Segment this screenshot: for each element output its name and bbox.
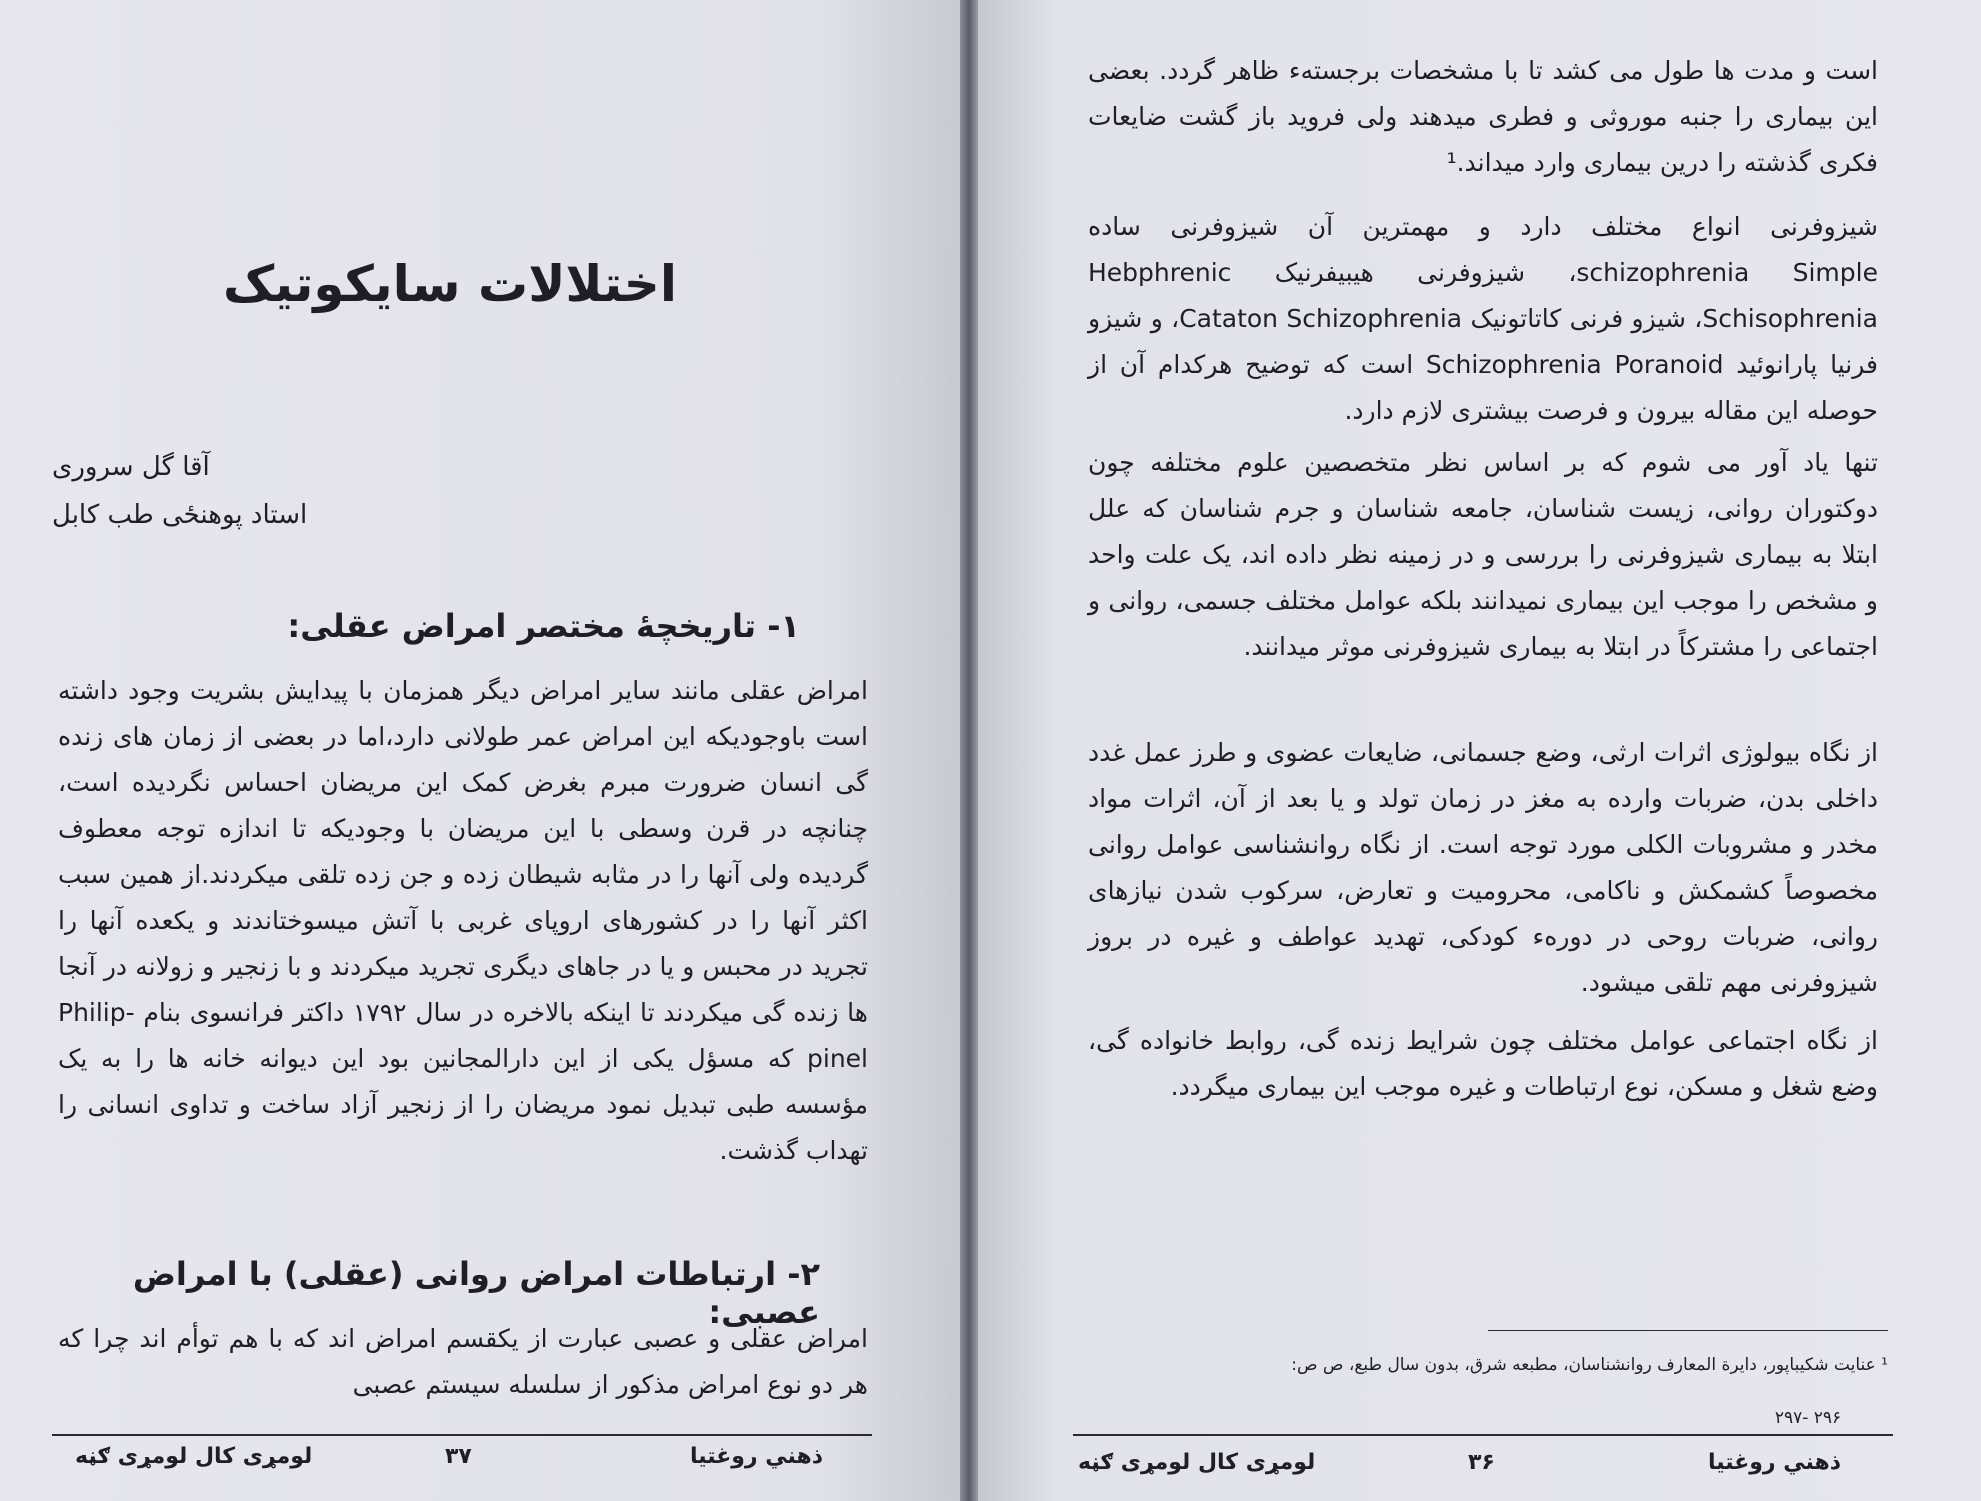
paragraph-4: از نگاه بیولوژی اثرات ارثی، وضع جسمانی، ضایعات عضوی و طرز عمل غدد داخلی بدن، ضربات وارده به مغز در زمان تولد و یا بعد از آن، اثرات مواد مخدر و مشروبات الکلی مورد توجه است. از نگاه روانشناسی عوامل روانی مخصوصاً کشمکش و ناکامی، محرومیت و تعارض، سرکوب شدن نیازهای روانی، ضربات روحی در دوره‌ء کودکی، تهدید عواطف و غیره در بروز شیزوفرنی مهم تلقی میشود. (1088, 738, 1878, 997)
footer-series: لومړی کال لومړی ګڼه (1078, 1450, 1316, 1475)
footer-page-number: ۳۶ (1468, 1450, 1495, 1475)
author-name: آقا گل سروری (52, 452, 210, 482)
section-2-text: امراض عقلی و عصبی عبارت از یکقسم امراض اند که با هم توأم اند چرا که هر دو نوع امراض مذکور از سلسله سیستم عصبی (58, 1324, 868, 1399)
section-1-text: امراض عقلی مانند سایر امراض دیگر همزمان با پیدایش بشریت وجود داشته است باوجودیکه این امراض عمر طولانی دارد،اما در بعضی از زمان های زنده گی انسان ضرورت مبرم بغرض کمک این مریضان احساس نگردیده است، چنانچه در قرن وسطی با این مریضان با وجودیکه تا اندازه توجه معطوف گردیده ولی آنها را در مثابه شیطان زده و جن زده تلقی میکردند.از همین سبب اکثر آنها را در کشورهای اروپای غربی با آتش میسوختاندند و یکعده آنها را تجرید در محبس و یا در جاهای دیگری تجرید میکردند و با زنجیر و زولانه در آنجا ها زنده گی میکردند تا اینکه بالاخره در سال ۱۷۹۲ داکتر فرانسوی بنام Philip- pinel که مسؤل یکی از این دارالمجانین بود این دیوانه خانه ها را به یک مؤسسه طبی تبدیل نمود مریضان را از زنجیر آزاد ساخت و تداوی انسانی را تهداب گذشت. (58, 676, 868, 1165)
footer-series: لومړی کال لومړی ګڼه (75, 1444, 313, 1469)
paragraph-3: تنها یاد آور می شوم که بر اساس نظر متخصصین علوم مختلفه چون دوکتوران روانی، زیست شناسان، جامعه شناسان و جرم شناسان که علل ابتلا به بیماری شیزوفرنی را بررسی و در زمینه نظر داده اند، یک علت واحد و مشخص را موجب این بیماری نمیدانند بلکه عوامل مختلف جسمی، روانی و اجتماعی را مشترکاً در ابتلا به بیماری شیزوفرنی موثر میدانند. (1088, 448, 1878, 661)
footnote-rule (1488, 1330, 1888, 1331)
footer-rule (52, 1434, 872, 1436)
footer-page-number: ۳۷ (445, 1444, 472, 1469)
footer-journal: ذهني روغتيا (690, 1444, 824, 1469)
footnote-text: ¹ عنایت شکیباپور، دایرة المعارف روانشناسان، مطبعه شرق، بدون سال طبع، ص ص: (1291, 1355, 1888, 1375)
paragraph-5: از نگاه اجتماعی عوامل مختلف چون شرایط زنده گی، روابط خانواده گی، وضع شغل و مسکن، نوع ارتباطات و غیره موجب این بیماری میگردد. (1088, 1026, 1878, 1101)
author-title: استاد پوهنځی طب کابل (52, 500, 308, 530)
footer-journal: ذهني روغتيا (1708, 1450, 1842, 1475)
page-title: اختلالات سایکوتیک (223, 255, 677, 313)
book-gutter (960, 0, 978, 1501)
paragraph-2: شیزوفرنی انواع مختلف دارد و مهمترین آن شیزوفرنی ساده schizophrenia Simple، شیزوفرنی هیبیفرنیک Hebphrenic Schisophrenia، شیزو فرنی کاتاتونیک Cataton Schizophrenia، و شیزو فرنیا پارانوئید Schizophrenia Poranoid است که توضیح هرکدام آن از حوصله این مقاله بیرون و فرصت بیشتری لازم دارد. (1088, 212, 1878, 425)
right-page (978, 0, 1981, 1501)
section-1-heading: ۱- تاریخچهٔ مختصر امراض عقلی: (287, 607, 800, 645)
footer-rule (1073, 1434, 1893, 1436)
left-page (0, 0, 960, 1501)
footnote-pages: ۲۹۶ -۲۹۷ (1774, 1408, 1842, 1428)
section-2-heading: ۲- ارتباطات امراض روانی (عقلی) با امراض عصبی: (132, 1255, 820, 1331)
paragraph-1: است و مدت ها طول می کشد تا با مشخصات برجسته‌ء ظاهر گردد. بعضی این بیماری را جنبه موروثی و فطری میدهند ولی فروید باز گشت ضایعات فکری گذشته را درین بیماری وارد میداند.¹ (1088, 56, 1878, 177)
